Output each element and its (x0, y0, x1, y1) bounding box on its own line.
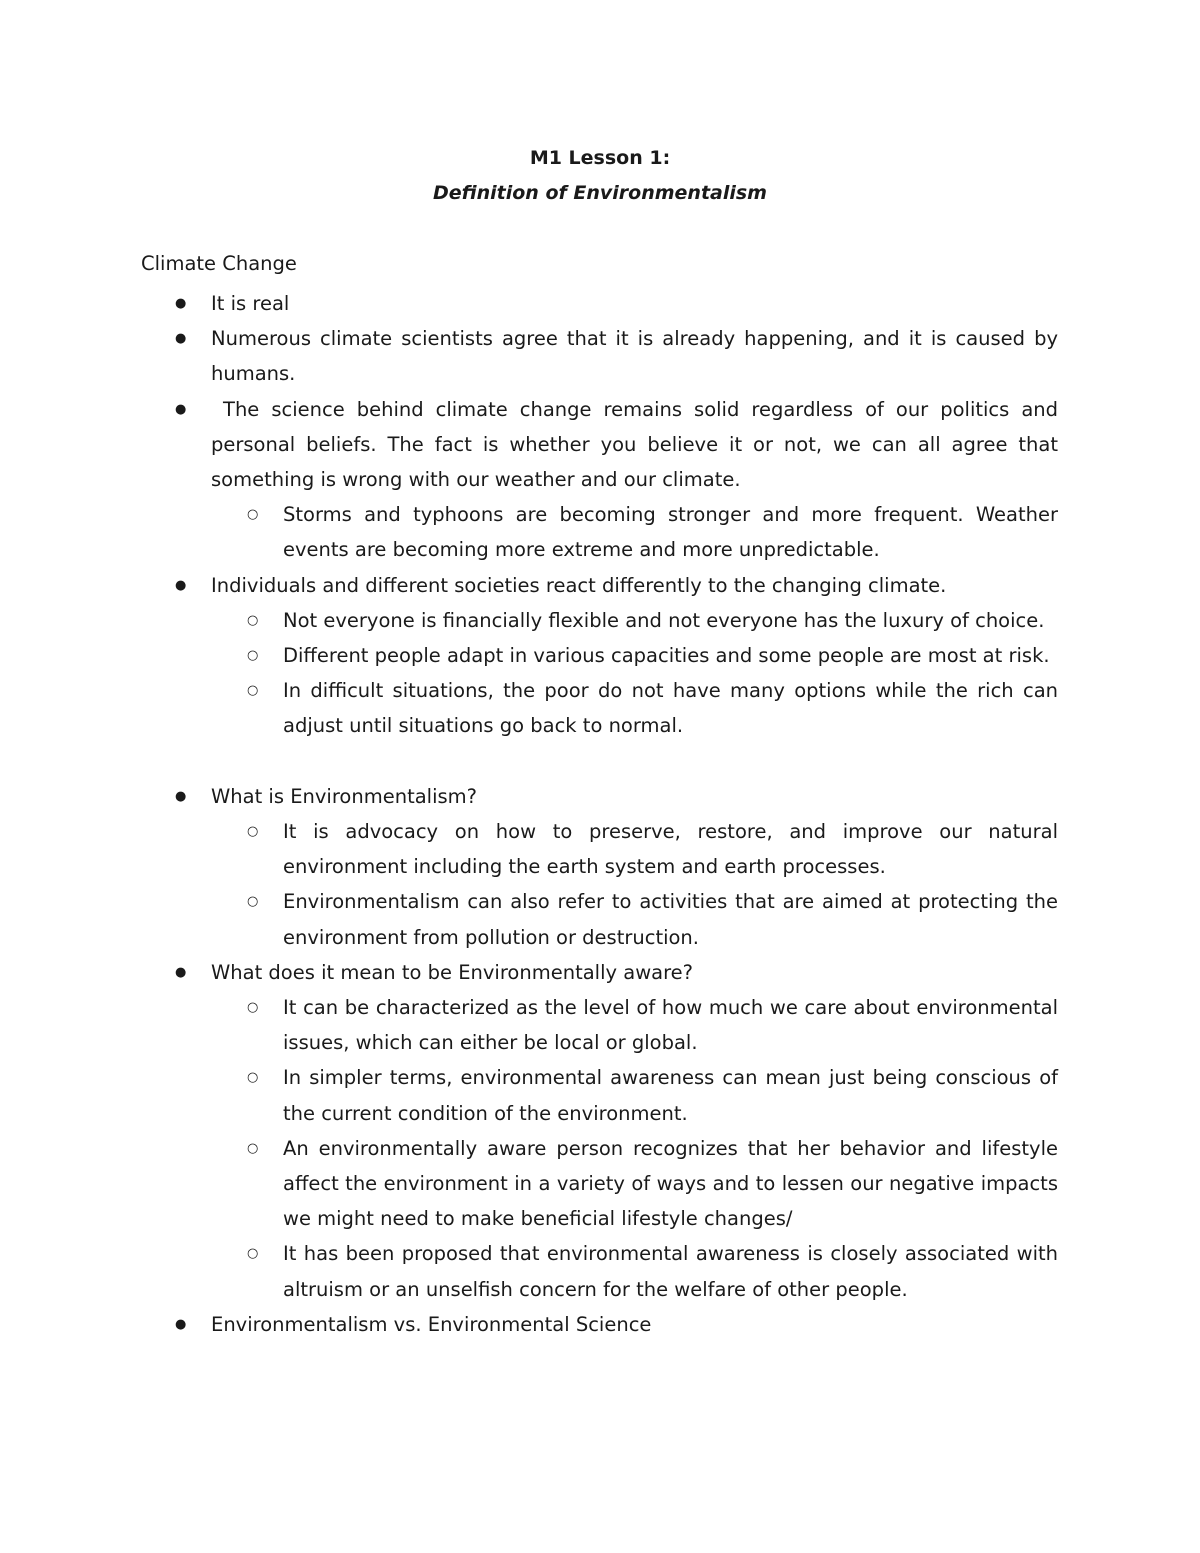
page-subtitle: Definition of Environmentalism (433, 182, 767, 204)
sub-list-item-text: Different people adapt in various capacities and some people are most at risk. (283, 644, 1050, 668)
sub-list-item-text: In difficult situations, the poor do not have many options while the rich can adjust until situations go back to normal. (283, 679, 1058, 738)
bullet-icon: ● (175, 1316, 187, 1332)
sub-list-item-text: Not everyone is financially flexible and not everyone has the luxury of choice. (283, 608, 1045, 632)
list-item (0, 392, 1065, 498)
sub-list-item-text: It is advocacy on how to preserve, restore, and improve our natural environment including the earth system and earth processes. (283, 820, 1058, 879)
bullet-icon: ● (175, 964, 187, 980)
list-item (0, 568, 1058, 603)
sub-list-item (0, 497, 1058, 567)
list-item-text: What does it mean to be Environmentally aware? (211, 960, 694, 984)
list-item (0, 955, 1058, 990)
list-item-text: What is Environmentalism? (211, 784, 478, 808)
bullet-icon: ● (175, 577, 187, 593)
list-item (0, 286, 1058, 321)
sub-list-item (0, 673, 1058, 743)
page-title: M1 Lesson 1: (529, 147, 671, 169)
sub-list-item (0, 1131, 1058, 1237)
sub-list-item (0, 603, 1058, 638)
hollow-bullet-icon: ○ (247, 683, 259, 699)
sub-list-item (0, 1060, 1058, 1130)
sub-list-item-text: Environmentalism can also refer to activities that are aimed at protecting the environment from pollution or destruction. (283, 890, 1058, 949)
list-item-text: Individuals and different societies react differently to the changing climate. (211, 573, 947, 597)
bullet-icon: ● (175, 788, 187, 804)
sub-list-item-text: Storms and typhoons are becoming stronger and more frequent. Weather events are becoming more extreme and more unpredictable. (283, 503, 1058, 562)
bullet-icon: ● (175, 401, 187, 417)
list-item (0, 779, 1058, 814)
bullet-icon: ● (175, 331, 187, 347)
list-item-text: It is real (211, 292, 290, 315)
hollow-bullet-icon: ○ (247, 1070, 259, 1086)
list-item (0, 1307, 1058, 1342)
blank-line (0, 744, 1200, 779)
list-item-text: Environmentalism vs. Environmental Science (211, 1312, 652, 1336)
hollow-bullet-icon: ○ (247, 1140, 259, 1156)
sub-list-item (0, 638, 1058, 673)
list-item-text: The science behind climate change remains solid regardless of our politics and personal beliefs. The fact is whether you believe it or not, we can all agree that something is wrong with our weather and our climate. (211, 397, 1065, 492)
section-heading: Climate Change (141, 252, 297, 275)
sub-list-item (0, 990, 1058, 1060)
hollow-bullet-icon: ○ (247, 894, 259, 910)
sub-list-item (0, 884, 1058, 954)
sub-list-item-text: It can be characterized as the level of how much we care about environmental issues, which can either be local or global. (283, 996, 1058, 1055)
hollow-bullet-icon: ○ (247, 648, 259, 664)
list-item-text: Numerous climate scientists agree that it is already happening, and it is caused by humans. (211, 327, 1058, 386)
sub-list-item-text: It has been proposed that environmental awareness is closely associated with altruism or an unselfish concern for the welfare of other people. (283, 1242, 1058, 1301)
sub-list-item (0, 1236, 1058, 1306)
hollow-bullet-icon: ○ (247, 824, 259, 840)
sub-list-item-text: An environmentally aware person recognizes that her behavior and lifestyle affect the environment in a variety of ways and to lessen our negative impacts we might need to make beneficial lifestyle changes/ (283, 1136, 1058, 1231)
hollow-bullet-icon: ○ (247, 507, 259, 523)
sub-list-item (0, 814, 1058, 884)
list-item (0, 321, 1058, 391)
bullet-list (0, 286, 1200, 1342)
sub-list-item-text: In simpler terms, environmental awareness can mean just being conscious of the current condition of the environment. (283, 1066, 1058, 1125)
hollow-bullet-icon: ○ (247, 1000, 259, 1016)
hollow-bullet-icon: ○ (247, 612, 259, 628)
bullet-icon: ● (175, 296, 187, 311)
hollow-bullet-icon: ○ (247, 1246, 259, 1262)
